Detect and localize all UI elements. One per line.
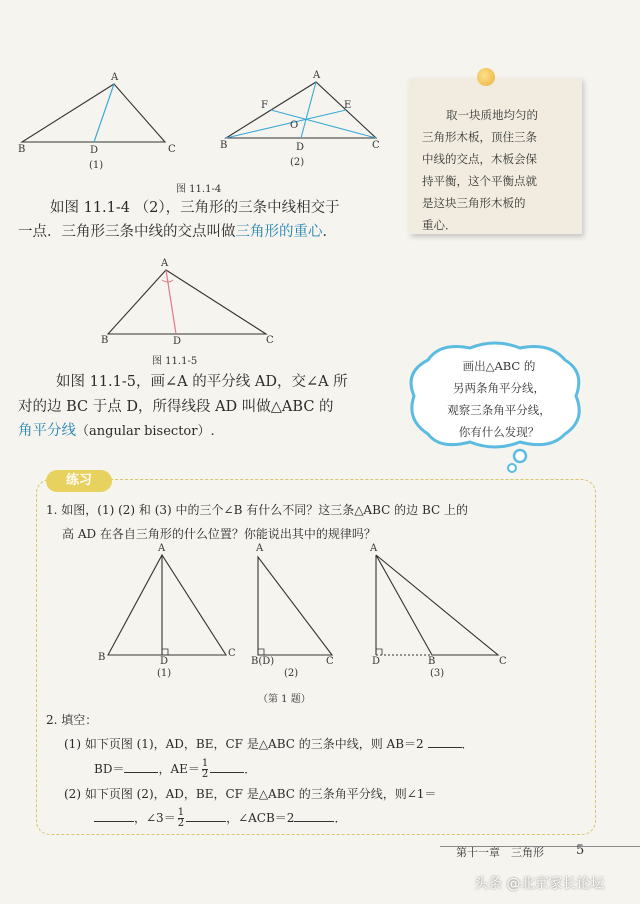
label-c: C [326, 656, 334, 667]
fraction-numerator: 1 [177, 807, 185, 818]
label-c2: C [372, 140, 380, 151]
text-span: ，∠3＝ [134, 811, 176, 825]
label-d2: D [296, 142, 305, 153]
label-b: B [18, 144, 26, 155]
label-c: C [499, 656, 507, 667]
text-span: BD＝ [94, 762, 125, 776]
page-number: 5 [576, 843, 585, 858]
cloud-line: 观察三条角平分线， [447, 403, 551, 417]
sub-label-3: (3) [430, 668, 445, 679]
note-line: 中线的交点，木板会保 [422, 152, 537, 166]
note-line: 三角形木板，顶住三条 [422, 130, 537, 144]
question-line: 高 AD 在各自三角形的什么位置？你能说出其中的规律吗？ [62, 527, 376, 541]
pushpin-icon [477, 68, 495, 86]
sticky-note-text [422, 104, 572, 236]
label-b2: B [220, 140, 228, 151]
label-a: A [256, 543, 264, 554]
figure-caption: 图 11.1-4 [176, 184, 222, 195]
fraction-numerator: 1 [201, 758, 209, 769]
label-a: A [161, 258, 169, 269]
fraction-denominator: 2 [177, 818, 185, 829]
answer-blank[interactable] [294, 809, 334, 822]
text-span: ． [244, 762, 257, 776]
question-line: (2) 如下页图 (2)，AD，BE，CF 是△ABC 的三条角平分线，则∠1＝ [64, 787, 437, 801]
label-b: B [101, 335, 109, 346]
label-a2: A [313, 70, 321, 81]
note-line: 重心． [422, 218, 457, 232]
fraction [178, 808, 184, 829]
sub-label-2: (2) [284, 668, 299, 679]
label-o2: O [290, 120, 299, 131]
text-span: (1) 如下页图 (1)，AD，BE，CF 是△ABC 的三条中线，则 AB＝2 [64, 737, 424, 751]
label-f2: F [261, 100, 268, 111]
label-d: D [372, 656, 381, 667]
answer-blank[interactable] [94, 809, 134, 822]
text-span: ． [461, 737, 474, 751]
question-title: 2. 填空： [46, 713, 98, 727]
label-d: D [173, 336, 182, 347]
label-c: C [168, 144, 176, 155]
paragraph-line [18, 220, 337, 245]
chapter-title: 第十一章 三角形 [456, 846, 544, 859]
figure-11-1-4 [10, 66, 390, 176]
paragraph-line: 如图 11.1-4 （2），三角形的三条中线相交于 [50, 200, 340, 216]
text-span: 一点．三角形三条中线的交点叫做 [18, 224, 236, 240]
watermark-text: 头条 @北京家长论坛 [474, 876, 605, 892]
fraction [202, 759, 208, 780]
text-span: ． [322, 224, 337, 240]
figure-caption: （第 1 题） [258, 694, 311, 705]
question-line: 1. 如图，(1) (2) 和 (3) 中的三个∠B 有什么不同？这三条△ABC 的边 BC 上的 [46, 503, 468, 517]
answer-blank[interactable] [186, 809, 226, 822]
cloud-text [434, 355, 564, 443]
label-d: D [160, 656, 169, 667]
label-a: A [111, 72, 119, 83]
cloud-line: 画出△ABC 的 [462, 359, 536, 373]
text-span: （angular bisector）. [76, 424, 215, 439]
cloud-line: 你有什么发现？ [458, 425, 540, 439]
answer-blank[interactable] [210, 760, 244, 773]
note-line: 持平衡，这个平衡点就 [422, 174, 537, 188]
question-line [94, 757, 256, 781]
sub-label-2: (2) [290, 157, 305, 168]
answer-blank[interactable] [124, 760, 158, 773]
label-b-d: B(D) [251, 656, 275, 667]
paragraph-line: 对的边 BC 于点 D，所得线段 AD 叫做△ABC 的 [18, 399, 334, 415]
term-angle-bisector: 角平分线 [18, 423, 76, 439]
fraction-denominator: 2 [201, 769, 209, 780]
label-c: C [266, 335, 274, 346]
practice-tag: 练习 [46, 470, 112, 492]
label-c: C [228, 648, 236, 659]
paragraph-line [18, 419, 215, 444]
label-b: B [428, 656, 436, 667]
sub-label-1: (1) [157, 668, 172, 679]
text-span: ，AE＝ [158, 762, 200, 776]
label-a: A [370, 543, 378, 554]
cloud-line: 另两条角平分线， [453, 381, 545, 395]
note-line: 是这块三角形木板的 [422, 196, 526, 210]
term-centroid: 三角形的重心 [235, 224, 323, 240]
label-b: B [98, 652, 106, 663]
text-span: ． [334, 811, 347, 825]
answer-blank[interactable] [428, 735, 462, 748]
figure-11-1-5 [100, 258, 280, 348]
label-d: D [90, 145, 99, 156]
question-line [64, 732, 474, 756]
paragraph-line: 如图 11.1-5，画∠A 的平分线 AD，交∠A 所 [56, 374, 348, 390]
label-a: A [158, 543, 166, 554]
sub-label-1: (1) [89, 160, 104, 171]
figure-caption: 图 11.1-5 [152, 356, 198, 367]
note-line: 取一块质地均匀的 [446, 108, 538, 122]
text-span: ，∠ACB＝2 [226, 811, 295, 825]
question-line [94, 806, 346, 830]
label-e2: E [344, 100, 352, 111]
